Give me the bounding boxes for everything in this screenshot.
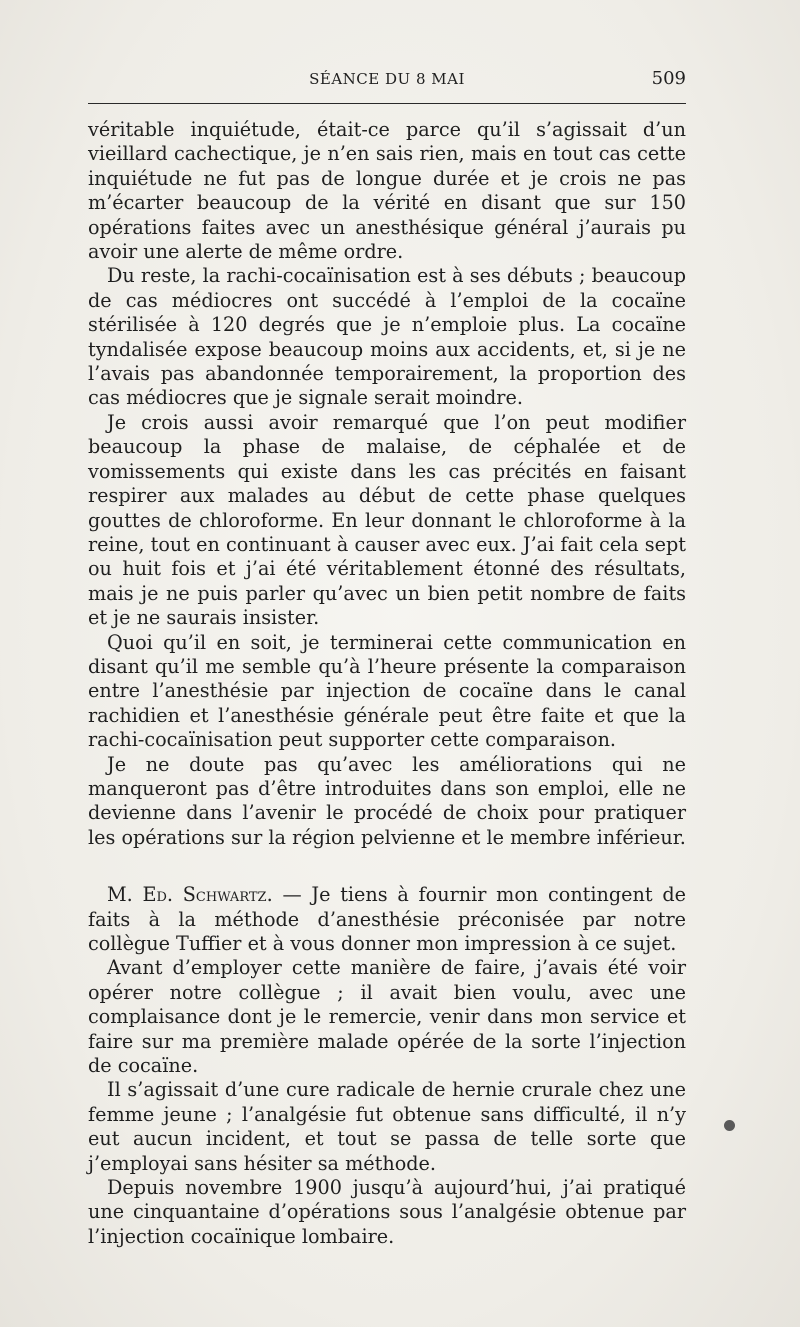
speech-opening-paragraph [88, 883, 686, 956]
paragraph: Je crois aussi avoir remarqué que l’on peut modifier beaucoup la phase de malaise, de céphalée et de vomissements qui existe dans les cas précités en faisant respirer aux malades au début de cette phase quelques gouttes de chloroforme. En leur donnant le chloroforme à la reine, tout en continuant à causer avec eux. J’ai fait cela sept ou huit fois et j’ai été véritablement étonné des résultats, mais je ne puis parler qu’avec un bien petit nombre de faits et je ne saurais insister. [88, 410, 686, 630]
paragraph: Du reste, la rachi-cocaïnisation est à ses débuts ; beaucoup de cas médiocres ont succédé à l’emploi de la cocaïne stérilisée à 120 degrés que je n’emploie plus. La cocaïne tyndalisée expose beaucoup moins aux accidents, et, si je ne l’avais pas abandonnée temporairement, la proportion des cas médiocres que je signale serait moindre. [88, 264, 686, 410]
paragraph: Depuis novembre 1900 jusqu’à aujourd’hui, j’ai pratiqué une cinquantaine d’opérations sous l’analgésie obtenue par l’injection cocaïnique lombaire. [88, 1176, 686, 1248]
body-text [88, 118, 686, 1249]
margin-ink-spot [724, 1120, 735, 1131]
section-spacer [88, 850, 686, 883]
paragraph: véritable inquiétude, était-ce parce qu’il s’agissait d’un vieillard cachectique, je n’en sais rien, mais en tout cas cette inquiétude ne fut pas de longue durée et je crois ne pas m’écarter beaucoup de la vérité en disant que sur 150 opérations faites avec un anesthésique général j’aurais pu avoir une alerte de même ordre. [88, 118, 686, 264]
paragraph: Il s’agissait d’une cure radicale de hernie crurale chez une femme jeune ; l’analgésie fut obtenue sans difficulté, il n’y eut aucun incident, et tout se passa de telle sorte que j’employai sans hésiter sa méthode. [88, 1078, 686, 1175]
paragraph: Quoi qu’il en soit, je terminerai cette communication en disant qu’il me semble qu’à l’heure présente la comparaison entre l’anesthésie par injection de cocaïne dans le canal rachidien et l’anesthésie générale peut être faite et que la rachi-cocaïnisation peut supporter cette comparaison. [88, 630, 686, 752]
page-number: 509 [651, 68, 686, 89]
header-rule [88, 103, 686, 104]
paragraph: Je ne doute pas qu’avec les améliorations qui ne manqueront pas d’être introduites dans son emploi, elle ne devienne dans l’avenir le procédé de choix pour pratiquer les opérations sur la région pelvienne et le membre inférieur. [88, 752, 686, 849]
paragraph: Avant d’employer cette manière de faire, j’avais été voir opérer notre collègue ; il avait bien voulu, avec une complaisance dont je le remercie, venir dans mon service et faire sur ma première malade opérée de la sorte l’injection de cocaïne. [88, 956, 686, 1078]
speaker-name: M. Ed. Schwartz. [107, 883, 273, 907]
speech-opening-text: — Je tiens à fournir mon contingent de faits à la méthode d’anesthésie préconisée par notre collègue Tuffier et à vous donner mon impression à ce sujet. [88, 883, 686, 955]
page-header [88, 62, 686, 92]
running-title: SÉANCE DU 8 MAI [309, 70, 465, 88]
